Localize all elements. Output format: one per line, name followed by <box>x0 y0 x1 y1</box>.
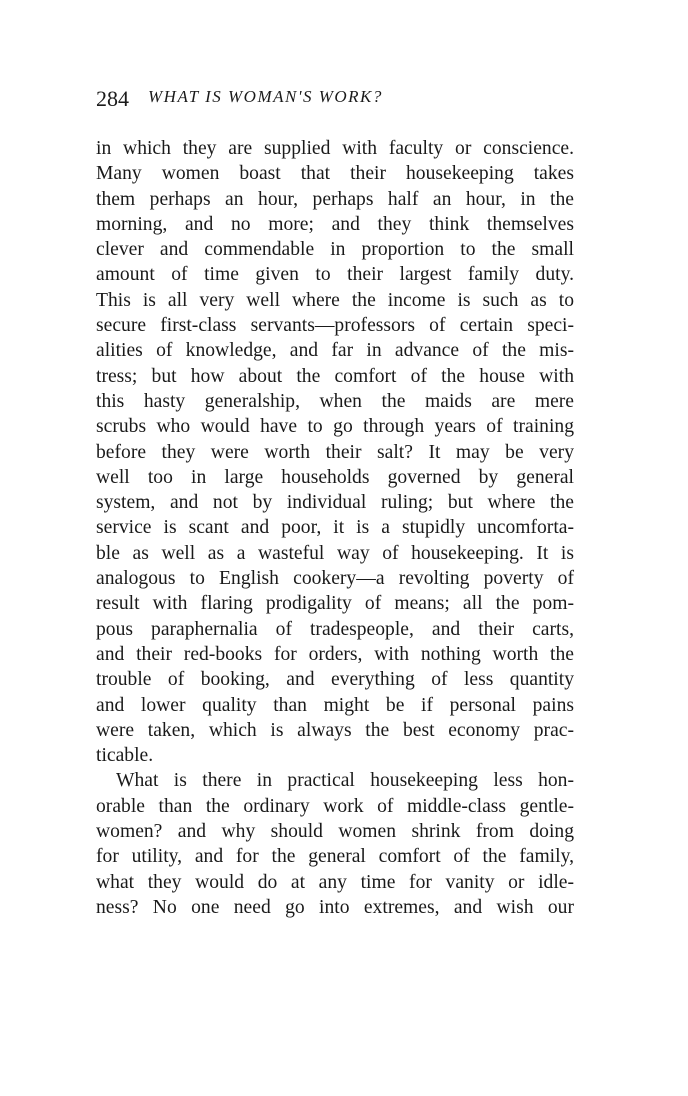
text-line: before they were worth their salt? It may be very <box>96 441 574 463</box>
text-line: this hasty generalship, when the maids are mere <box>96 390 574 412</box>
text-line: tress; but how about the comfort of the house with <box>96 365 574 387</box>
text-line: What is there in practical housekeeping less hon- <box>116 770 574 792</box>
text-line: women? and why should women shrink from doing <box>96 821 574 843</box>
text-line: them perhaps an hour, perhaps half an hour, in the <box>96 188 574 210</box>
text-line: ticable. <box>96 745 154 767</box>
text-line: Many women boast that their housekeeping takes <box>96 163 574 185</box>
text-line: and their red-books for orders, with nothing worth the <box>96 643 574 665</box>
text-line: analogous to English cookery—a revolting poverty of <box>96 568 574 590</box>
text-line: orable than the ordinary work of middle-class gentle- <box>96 795 574 817</box>
running-title: WHAT IS WOMAN'S WORK? <box>148 87 383 106</box>
text-line: well too in large households governed by general <box>96 466 574 488</box>
text-line: for utility, and for the general comfort of the family, <box>96 846 574 868</box>
text-line: what they would do at any time for vanity or idle- <box>96 871 574 893</box>
page-header <box>96 86 574 114</box>
text-line: result with flaring prodigality of means; all the pom- <box>96 593 574 615</box>
text-line: in which they are supplied with faculty or conscience. <box>96 138 574 159</box>
paragraph-1 <box>96 136 574 768</box>
text-line: clever and commendable in proportion to the small <box>96 239 574 261</box>
text-line: service is scant and poor, it is a stupidly uncomforta- <box>96 517 574 539</box>
page-number: 284 <box>96 86 129 111</box>
text-line: pous paraphernalia of tradespeople, and their carts, <box>96 618 574 640</box>
text-line: ble as well as a wasteful way of housekeeping. It is <box>96 542 574 564</box>
text-line: trouble of booking, and everything of less quantity <box>96 669 574 691</box>
text-line: were taken, which is always the best economy prac- <box>96 719 574 741</box>
text-line: system, and not by individual ruling; but where the <box>96 492 574 514</box>
body-text <box>96 136 574 920</box>
text-line: amount of time given to their largest family duty. <box>96 264 574 286</box>
paragraph-2 <box>96 768 574 920</box>
text-line: and lower quality than might be if personal pains <box>96 694 574 716</box>
text-line: ness? No one need go into extremes, and wish our <box>96 896 574 918</box>
text-line: secure first-class servants—professors of certain speci- <box>96 315 574 337</box>
text-line: alities of knowledge, and far in advance of the mis- <box>96 340 574 362</box>
text-line: This is all very well where the income is such as to <box>96 289 574 311</box>
text-line: morning, and no more; and they think themselves <box>96 213 574 235</box>
text-line: scrubs who would have to go through years of training <box>96 416 574 438</box>
